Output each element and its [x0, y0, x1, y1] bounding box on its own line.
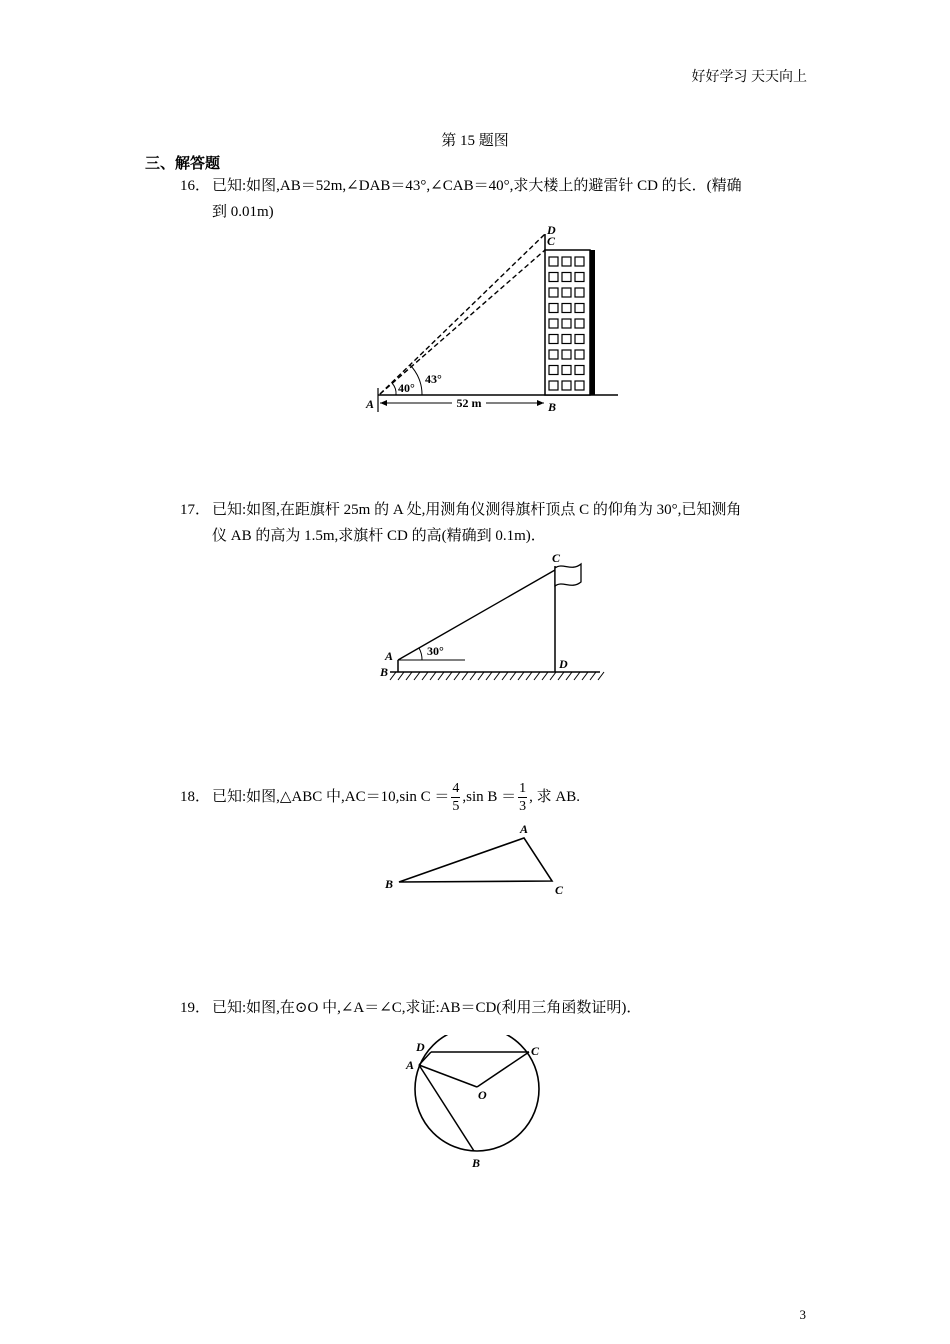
segment-co [477, 1052, 529, 1087]
ground-hatching [390, 672, 604, 680]
window [549, 257, 558, 266]
question-text: 已知:如图,△ABC 中,AC＝10, [212, 788, 400, 805]
label-o: O [478, 1088, 487, 1102]
figure-18 [380, 818, 580, 900]
hatch-line [422, 672, 428, 680]
label-b: B [385, 877, 394, 891]
label-c: C [547, 234, 556, 248]
figure-17 [375, 548, 605, 688]
label-b: B [380, 665, 389, 679]
sin-c-label: sin C ＝ [399, 788, 450, 805]
question-text-cont: 到 0.01m) [212, 204, 274, 220]
window [575, 350, 584, 359]
angle-arc-40 [392, 383, 396, 395]
question-number: 19． [180, 1000, 211, 1016]
hatch-line [582, 672, 588, 680]
section-title: 三、解答题 [145, 156, 221, 172]
window [562, 319, 571, 328]
question-19 [180, 995, 805, 1021]
window [549, 273, 558, 282]
window [562, 288, 571, 297]
angle-label-40: 40° [398, 381, 415, 395]
figure-caption: 第 15 题图 [441, 133, 509, 149]
hatch-line [414, 672, 420, 680]
window [549, 366, 558, 375]
window [562, 366, 571, 375]
page-number: 3 [799, 1307, 806, 1322]
label-b: B [472, 1156, 481, 1170]
arrow-left [380, 400, 387, 406]
figure-16 [360, 222, 630, 418]
sin-b-label: ,sin B ＝ [462, 788, 517, 805]
question-text-end: , 求 AB. [529, 788, 581, 805]
hatch-line [574, 672, 580, 680]
fraction-numerator: 4 [452, 781, 460, 796]
window [575, 381, 584, 390]
question-18 [180, 780, 805, 815]
question-number: 17． [180, 502, 211, 518]
hatch-line [494, 672, 500, 680]
question-16 [180, 173, 805, 225]
hatch-line [542, 672, 548, 680]
hatch-line [590, 672, 596, 680]
label-c: C [552, 551, 561, 565]
label-d: D [416, 1040, 425, 1054]
window [549, 304, 558, 313]
triangle-abc [399, 838, 552, 882]
page-header: 好好学习 天天向上 [691, 70, 807, 85]
hatch-line [454, 672, 460, 680]
hatch-line [486, 672, 492, 680]
question-17 [180, 497, 805, 549]
window [562, 273, 571, 282]
angle-label-30: 30° [427, 644, 444, 658]
window [549, 335, 558, 344]
question-number: 16． [180, 178, 211, 194]
hatch-line [390, 672, 396, 680]
hatch-line [510, 672, 516, 680]
question-text: 已知:如图,在⊙O 中,∠A＝∠C,求证:AB＝CD(利用三角函数证明)． [212, 1000, 642, 1016]
hatch-line [534, 672, 540, 680]
window [562, 381, 571, 390]
hatch-line [438, 672, 444, 680]
hatch-line [550, 672, 556, 680]
label-d: D [547, 223, 556, 237]
hatch-line [398, 672, 404, 680]
window [575, 304, 584, 313]
window [575, 273, 584, 282]
hatch-line [430, 672, 436, 680]
fraction-1-3 [518, 780, 527, 815]
question-text: 已知:如图,在距旗杆 25m 的 A 处,用测角仪测得旗杆顶点 C 的仰角为 30°,已知测角 [212, 502, 742, 518]
window [562, 304, 571, 313]
hatch-line [598, 672, 604, 680]
sight-line-c [380, 250, 545, 394]
chord-ab [419, 1065, 474, 1151]
window [549, 350, 558, 359]
window [549, 288, 558, 297]
window [549, 319, 558, 328]
question-number: 18． [180, 788, 211, 805]
label-a: A [385, 649, 394, 663]
window [562, 257, 571, 266]
segment-ao [419, 1065, 477, 1087]
label-d: D [559, 657, 568, 671]
hatch-line [470, 672, 476, 680]
window [549, 381, 558, 390]
hatch-line [526, 672, 532, 680]
label-b: B [548, 400, 557, 414]
window [562, 335, 571, 344]
fraction-4-5 [451, 780, 460, 815]
hatch-line [446, 672, 452, 680]
flag [555, 564, 581, 586]
window [575, 366, 584, 375]
window [575, 335, 584, 344]
hatch-line [478, 672, 484, 680]
hatch-line [518, 672, 524, 680]
label-c: C [555, 883, 564, 897]
building-shadow [590, 250, 595, 395]
window [575, 319, 584, 328]
distance-label: 52 m [456, 396, 482, 410]
building-windows [549, 257, 584, 390]
hatch-line [406, 672, 412, 680]
fraction-denominator: 5 [452, 799, 460, 814]
label-c: C [531, 1044, 540, 1058]
window [562, 350, 571, 359]
label-a: A [366, 397, 375, 411]
sight-line [398, 570, 555, 660]
question-text-cont: 仪 AB 的高为 1.5m,求旗杆 CD 的高(精确到 0.1m)． [212, 528, 546, 544]
hatch-line [558, 672, 564, 680]
hatch-line [502, 672, 508, 680]
angle-label-43: 43° [425, 372, 442, 386]
fraction-numerator: 1 [519, 781, 527, 796]
hatch-line [566, 672, 572, 680]
label-a: A [520, 822, 529, 836]
sight-line-d [380, 234, 545, 394]
angle-arc-30 [419, 648, 422, 660]
question-text: 已知:如图,AB＝52m,∠DAB＝43°,∠CAB＝40°,求大楼上的避雷针 CD 的长．(精确 [212, 178, 742, 194]
arrow-right [537, 400, 544, 406]
window [575, 257, 584, 266]
figure-19 [400, 1035, 550, 1175]
window [575, 288, 584, 297]
hatch-line [462, 672, 468, 680]
label-a: A [406, 1058, 415, 1072]
fraction-denominator: 3 [519, 799, 527, 814]
